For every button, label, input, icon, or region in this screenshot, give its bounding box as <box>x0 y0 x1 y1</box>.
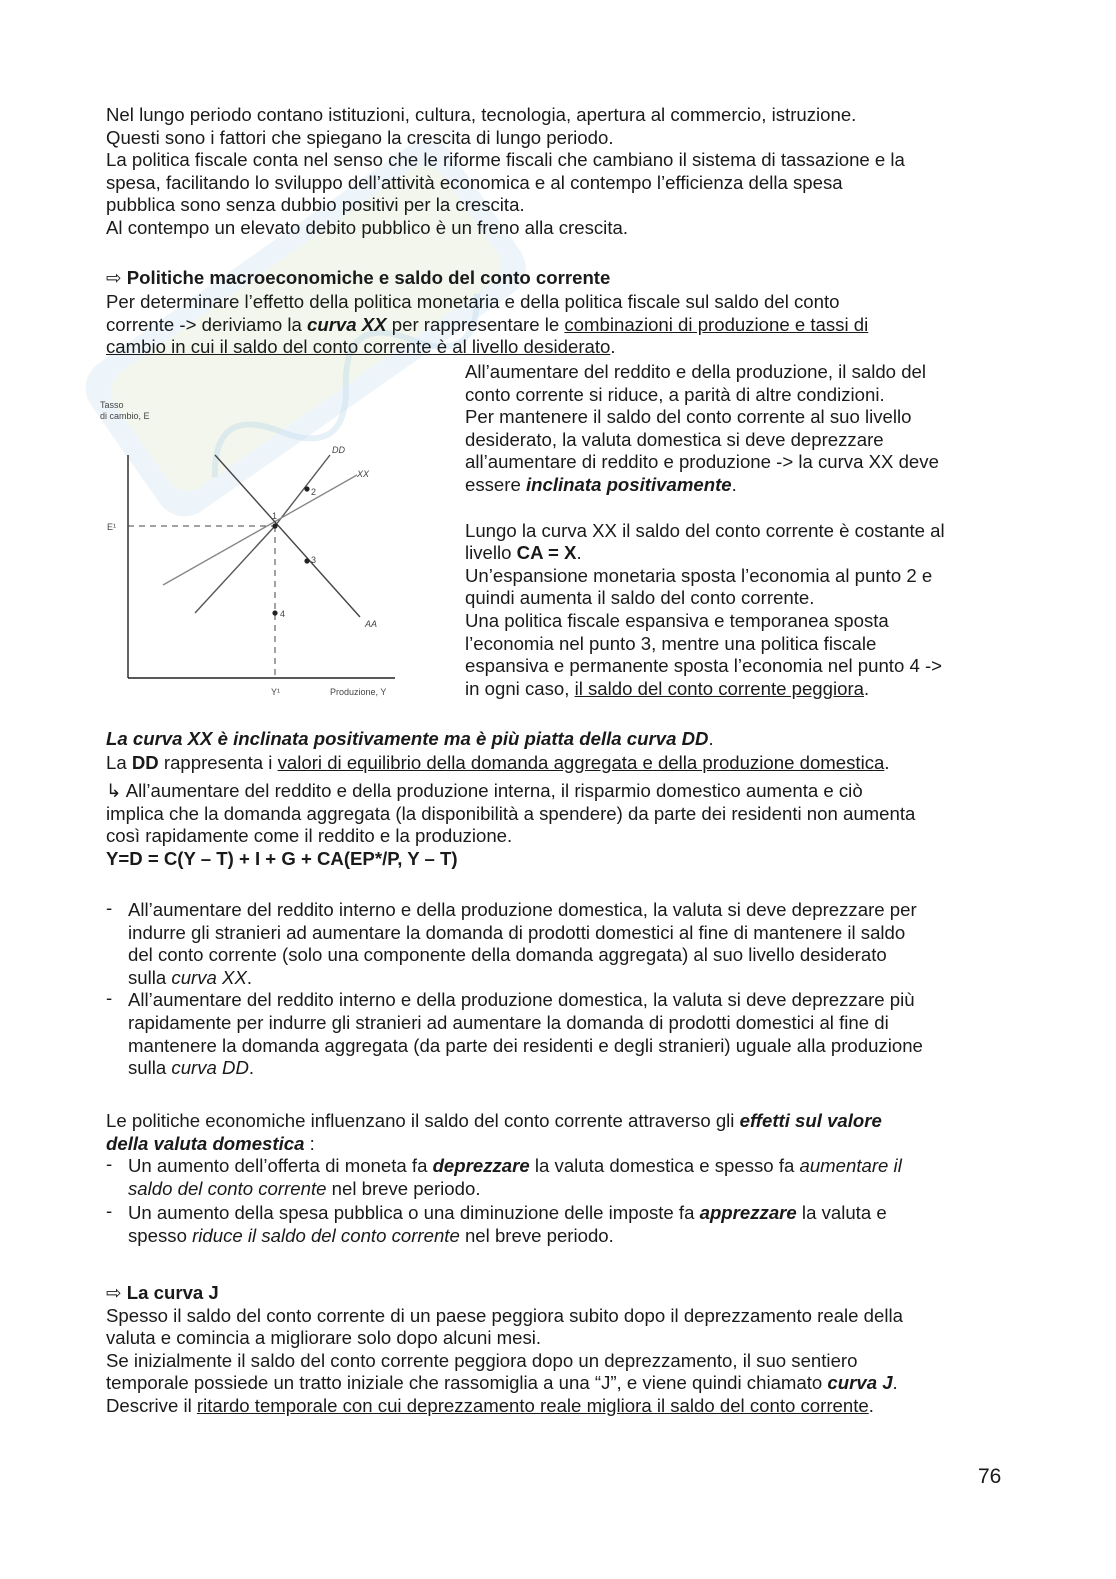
explanation-line: Un’espansione monetaria sposta l’economia al punto 2 e <box>465 564 933 586</box>
explanation-line: All’aumentare del reddito e della produzione, il saldo del <box>465 361 927 382</box>
section2-line <box>106 780 1026 803</box>
bullet-line <box>128 1225 1026 1248</box>
text-run: essere <box>465 473 526 495</box>
bullet-line: All’aumentare del reddito interno e della produzione domestica, la valuta si deve deprezzare per <box>128 899 917 920</box>
xx-label: XX <box>357 469 370 479</box>
intro-line: Al contempo un elevato debito pubblico è un freno alla crescita. <box>106 216 628 238</box>
text-run: sulla <box>128 1057 172 1079</box>
text-run: . <box>246 966 253 988</box>
section2-line: implica che la domanda aggregata (la disponibilità a spendere) da parte dei residenti non aumenta <box>106 802 916 824</box>
underlined-definition: valori di equilibrio della domanda aggregata e della produzione domestica <box>277 751 885 773</box>
explanation-line: desiderato, la valuta domestica si deve deprezzare <box>465 428 884 450</box>
text-run: per rappresentare le <box>386 313 565 335</box>
text-run: . <box>868 1394 874 1416</box>
text-run: nel breve periodo. <box>459 1224 614 1246</box>
arrow-right-icon: ⇨ <box>106 267 122 288</box>
list-item <box>106 1155 1026 1200</box>
explanation-line: conto corrente si riduce, a parità di altre condizioni. <box>465 383 885 405</box>
bullet-line <box>128 1155 1026 1178</box>
y-axis-label: di cambio, E <box>100 411 150 421</box>
aa-label: AA <box>365 619 378 629</box>
bullet-line: mantenere la domanda aggregata (da parte dei residenti e degli stranieri) uguale alla produzione <box>128 1034 923 1056</box>
section-heading-politiche <box>106 267 610 290</box>
section3-line <box>106 1110 1026 1133</box>
emphasis: curva XX <box>171 966 247 988</box>
text-run: . <box>248 1057 255 1079</box>
point-3-label: 3 <box>311 555 317 565</box>
explanation-line <box>465 542 1025 565</box>
text-run: . <box>610 336 616 358</box>
y1-label: Y¹ <box>271 687 280 697</box>
page-number: 76 <box>978 1465 1002 1488</box>
text-run: Le politiche economiche influenzano il saldo del conto corrente attraverso gli <box>106 1110 740 1131</box>
list-item <box>106 899 1026 989</box>
emphasis: saldo del conto corrente <box>128 1177 327 1199</box>
intro-line: La politica fiscale conta nel senso che le riforme fiscali che cambiano il sistema di tassazione e la <box>106 149 905 171</box>
return-arrow-icon: ↳ <box>106 780 122 802</box>
explanation-line: Per mantenere il saldo del conto corrente al suo livello <box>465 406 912 428</box>
text-run: rappresenta i <box>158 751 278 773</box>
emphasis: apprezzare <box>699 1202 797 1224</box>
xx-dd-aa-diagram <box>95 395 415 705</box>
e1-label: E¹ <box>107 522 116 532</box>
section4-line: valuta e comincia a migliorare solo dopo alcuni mesi. <box>106 1327 542 1349</box>
emphasis: DD <box>131 751 159 773</box>
explanation-line: l’economia nel punto 3, mentre una politica fiscale <box>465 632 877 654</box>
section2-line: così rapidamente come il reddito e la produzione. <box>106 825 513 847</box>
list-item <box>106 989 1026 1079</box>
text-run: livello <box>465 542 517 564</box>
section1-paragraph <box>106 291 1026 359</box>
dash-bullet: - <box>106 897 113 918</box>
text-run: in ogni caso, <box>465 677 575 699</box>
text-run: La <box>106 751 132 773</box>
explanation-line: quindi aumenta il saldo del conto corrente. <box>465 587 815 609</box>
section1-line <box>106 336 1026 359</box>
x-axis-label: Produzione, Y <box>330 687 387 697</box>
bullet-line: indurre gli stranieri ad aumentare la domanda di prodotti domestici al fine di mantenere il saldo <box>128 921 906 943</box>
explanation-line: Lungo la curva XX il saldo del conto corrente è costante al <box>465 519 945 541</box>
arrow-right-icon: ⇨ <box>106 1282 122 1303</box>
dd-curve-lower <box>195 526 275 613</box>
section4-line: Se inizialmente il saldo del conto corrente peggiora dopo un deprezzamento, il suo sentiero <box>106 1349 858 1371</box>
section4-line <box>106 1372 1026 1395</box>
emphasis: deprezzare <box>432 1155 530 1177</box>
explanation-line: all’aumentare di reddito e produzione -> la curva XX deve <box>465 451 939 473</box>
bullet-line <box>128 1202 1026 1225</box>
intro-line: pubblica sono senza dubbio positivi per la crescita. <box>106 194 525 216</box>
section3 <box>106 1110 1026 1248</box>
dd-curve <box>275 455 330 526</box>
text-run: nel breve periodo. <box>326 1177 481 1199</box>
point-4 <box>272 610 277 615</box>
list-item <box>106 1202 1026 1247</box>
point-1-label: 1 <box>272 511 278 521</box>
underlined-conclusion: il saldo del conto corrente peggiora <box>574 677 864 699</box>
underlined-definition: combinazioni di produzione e tassi di <box>564 313 869 335</box>
section-title: La curva J <box>126 1282 219 1303</box>
text-run: Un aumento della spesa pubblica o una diminuzione delle imposte fa <box>128 1202 700 1224</box>
intro-line: Nel lungo periodo contano istituzioni, cultura, tecnologia, apertura al commercio, istruzione. <box>106 104 857 125</box>
text-run: . <box>864 677 870 699</box>
bullet-line <box>128 1057 1026 1080</box>
dd-label: DD <box>332 445 345 455</box>
dash-bullet: - <box>106 987 113 1009</box>
text-run: Descrive il <box>106 1394 197 1416</box>
point-4-label: 4 <box>280 609 286 619</box>
section-heading-curva-j <box>106 1282 1026 1305</box>
text-run: la valuta domestica e spesso fa <box>529 1155 800 1177</box>
text-run: All’aumentare del reddito e della produzione interna, il risparmio domestico aumenta e ciò <box>125 780 863 802</box>
section2-title <box>106 728 1026 751</box>
section2-line <box>106 752 1026 775</box>
curva-xx-term: curva XX <box>307 313 387 335</box>
bullet-line: rapidamente per indurre gli stranieri ad aumentare la domanda di prodotti domestici al fine di <box>128 1011 889 1033</box>
section4-line <box>106 1395 1026 1418</box>
text-run: Un aumento dell’offerta di moneta fa <box>128 1155 433 1177</box>
bullet-line <box>128 967 1026 990</box>
text-run: la valuta e <box>796 1202 887 1224</box>
bullet-line: All’aumentare del reddito interno e della produzione domestica, la valuta si deve deprezzare più <box>128 989 915 1011</box>
dash-bullet: - <box>106 1200 113 1222</box>
point-3 <box>304 558 309 563</box>
explanation-line <box>465 678 1025 701</box>
bullet-list-1 <box>106 899 1026 1080</box>
intro-line: Questi sono i fattori che spiegano la crescita di lungo periodo. <box>106 126 614 148</box>
underlined-definition: cambio in cui il saldo del conto corrente è al livello desiderato <box>106 336 611 358</box>
intro-line: spesa, facilitando lo sviluppo dell’attività economica e al contempo l’efficienza della spesa <box>106 171 843 193</box>
section4-line: Spesso il saldo del conto corrente di un paese peggiora subito dopo il deprezzamento reale della <box>106 1304 903 1326</box>
emphasis: aumentare il <box>799 1155 902 1177</box>
text-run: spesso <box>128 1224 193 1246</box>
section3-line <box>106 1133 1026 1156</box>
emphasis: della valuta domestica <box>106 1132 305 1154</box>
text-run: . <box>576 542 582 564</box>
emphasis: effetti sul valore <box>739 1110 882 1131</box>
formula: Y=D = C(Y – T) + I + G + CA(EP*/P, Y – T) <box>106 847 458 869</box>
text-run: corrente -> deriviamo la <box>106 313 307 335</box>
text-run: . <box>884 751 890 773</box>
explanation-line: espansiva e permanente sposta l’economia nel punto 4 -> <box>465 655 943 677</box>
point-2 <box>304 486 309 491</box>
section1-line: Per determinare l’effetto della politica monetaria e della politica fiscale sul saldo del conto <box>106 291 840 312</box>
text-run: . <box>708 728 714 749</box>
text-run: temporale possiede un tratto iniziale che rassomiglia a una “J”, e viene quindi chiamato <box>106 1372 828 1394</box>
text-run: : <box>304 1132 315 1154</box>
point-2-label: 2 <box>311 487 317 497</box>
emphasis: curva J <box>827 1372 893 1394</box>
emphasis: inclinata positivamente <box>525 473 732 495</box>
emphasis: riduce il saldo del conto corrente <box>192 1224 460 1246</box>
xx-curve <box>163 475 357 585</box>
explanation-line <box>465 474 1025 497</box>
section4 <box>106 1282 1026 1418</box>
emphasis: CA = X <box>516 542 577 564</box>
text-run: sulla <box>128 966 172 988</box>
bullet-line: del conto corrente (solo una componente della domanda aggregata) al suo livello desiderato <box>128 944 887 966</box>
aa-curve <box>215 455 360 617</box>
section2 <box>106 728 1026 871</box>
intro-paragraph <box>106 104 1026 240</box>
bullet-line <box>128 1178 1026 1201</box>
text-run: . <box>731 473 737 495</box>
section-title: Politiche macroeconomiche e saldo del conto corrente <box>126 267 611 288</box>
emphasis: La curva XX è inclinata positivamente ma è più piatta della curva DD <box>106 728 709 749</box>
section1-line <box>106 314 1026 337</box>
explanation-line: Una politica fiscale espansiva e temporanea sposta <box>465 609 889 631</box>
emphasis: curva DD <box>171 1057 249 1079</box>
point-1 <box>272 523 277 528</box>
underlined-definition: ritardo temporale con cui deprezzamento reale migliora il saldo del conto corrente <box>196 1394 869 1416</box>
text-run: . <box>892 1372 898 1394</box>
diagram-explanation <box>465 361 1025 700</box>
dash-bullet: - <box>106 1153 113 1175</box>
y-axis-label: Tasso <box>100 400 124 410</box>
